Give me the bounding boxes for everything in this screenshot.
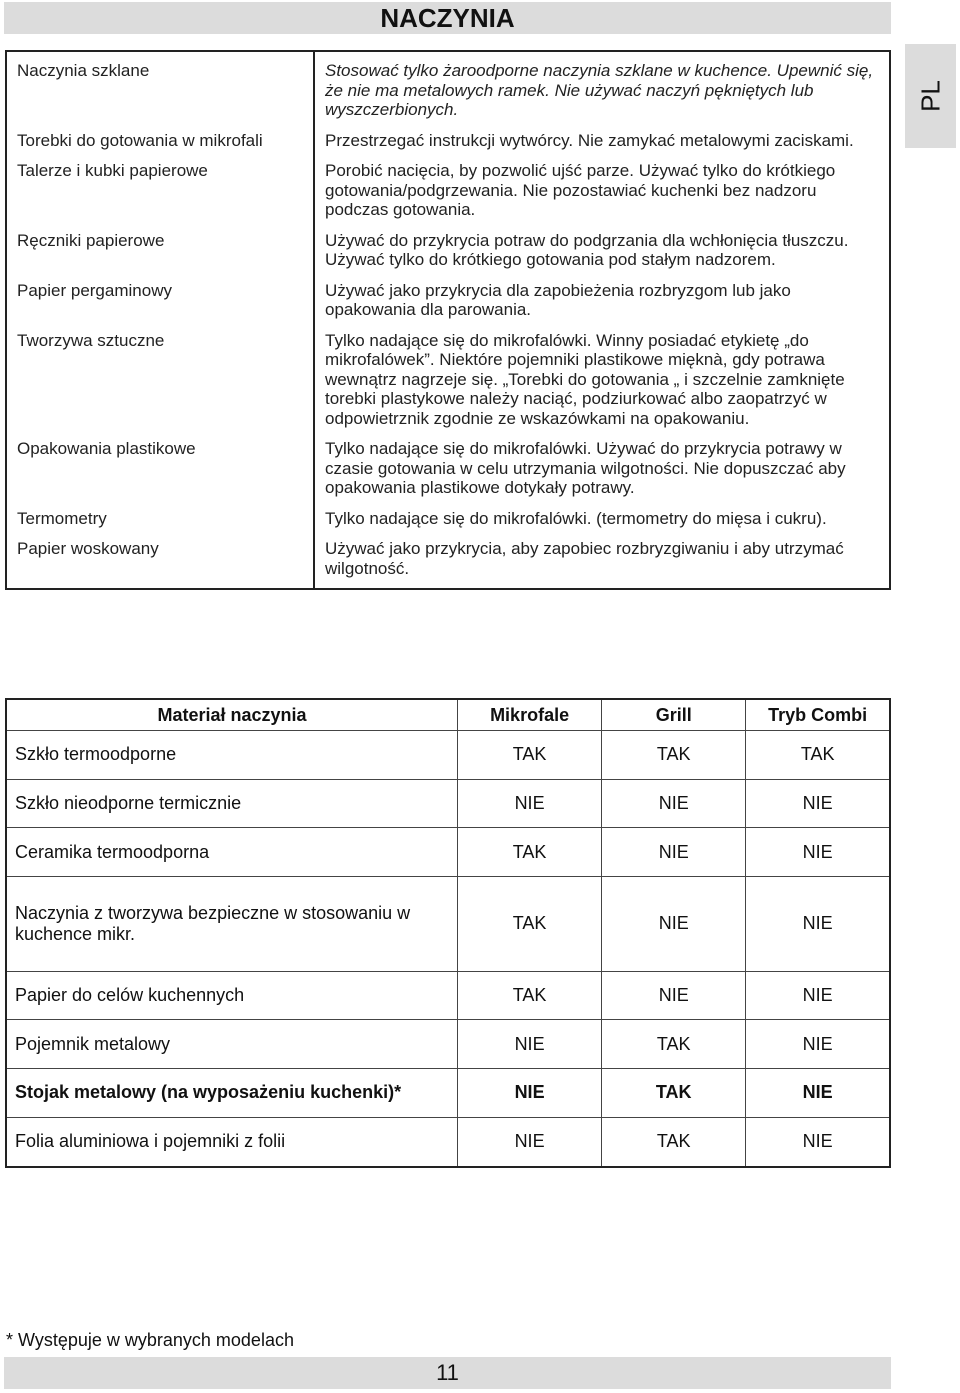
compat-material: Papier do celów kuchennych — [6, 971, 458, 1020]
compat-row — [6, 779, 890, 828]
compat-header-row — [6, 699, 890, 731]
compat-combi-value: NIE — [746, 1020, 890, 1069]
compat-microwave-value: TAK — [458, 876, 602, 971]
compat-material: Ceramika termoodporna — [6, 828, 458, 877]
compat-microwave-value: TAK — [458, 828, 602, 877]
compat-grill-value: NIE — [602, 971, 746, 1020]
compat-combi-value: NIE — [746, 828, 890, 877]
usage-note: Używać jako przykrycia, aby zapobiec rozbryzgiwaniu i aby utrzymać wilgotność. — [325, 539, 844, 578]
compat-grill-value: NIE — [602, 876, 746, 971]
footnote: * Występuje w wybranych modelach — [6, 1330, 294, 1350]
usage-note: Stosować tylko żaroodporne naczynia szklane w kuchence. Upewnić się, że nie ma metalowych ramek. Nie używać naczyń pękniętych lub wyszczerbionych. — [325, 61, 874, 119]
usage-note: Tylko nadające się do mikrofalówki. Używać do przykrycia potrawy w czasie gotowania w celu utrzymania wilgotności. Nie dopuszczać aby opakowania plastikowe dotykały potrawy. — [325, 439, 846, 497]
compat-grill-value: TAK — [602, 1020, 746, 1069]
compat-material: Folia aluminiowa i pojemniki z folii — [6, 1117, 458, 1167]
compat-row — [6, 828, 890, 877]
compat-combi-value: NIE — [746, 971, 890, 1020]
compat-combi-value: NIE — [746, 1117, 890, 1167]
usage-note: Przestrzegać instrukcji wytwórcy. Nie zamykać metalowymi zaciskami. — [325, 130, 854, 150]
usage-note: Używać do przykrycia potraw do podgrzania dla wchłonięcia tłuszczu. Używać tylko do krótkiego gotowania pod stałym nadzorem. — [325, 230, 849, 269]
usage-row — [6, 509, 890, 540]
compat-microwave-value: TAK — [458, 971, 602, 1020]
compat-material: Pojemnik metalowy — [6, 1020, 458, 1069]
usage-row — [6, 331, 890, 440]
usage-row — [6, 439, 890, 509]
compat-microwave-value: TAK — [458, 731, 602, 780]
usage-material: Naczynia szklane — [6, 51, 314, 131]
compat-grill-value: TAK — [602, 731, 746, 780]
compat-grill-value: NIE — [602, 779, 746, 828]
compat-combi-value: NIE — [746, 1069, 890, 1118]
language-tab — [905, 44, 956, 148]
compat-combi-value: NIE — [746, 876, 890, 971]
compat-row — [6, 731, 890, 780]
page-title: NACZYNIA — [4, 2, 891, 34]
usage-note: Tylko nadające się do mikrofalówki. (termometry do mięsa i cukru). — [325, 508, 827, 528]
usage-material: Papier woskowany — [6, 539, 314, 589]
usage-note: Porobić nacięcia, by pozwolić ujść parze. Używać tylko do krótkiego gotowania/podgrzewania. Nie pozostawiać kuchenki bez nadzoru podczas gotowania. — [325, 161, 836, 219]
compat-material: Szkło termoodporne — [6, 731, 458, 780]
compat-microwave-value: NIE — [458, 1117, 602, 1167]
usage-material: Opakowania plastikowe — [6, 439, 314, 509]
usage-material: Tworzywa sztuczne — [6, 331, 314, 440]
cookware-usage-table — [5, 50, 891, 590]
compat-microwave-value: NIE — [458, 779, 602, 828]
usage-row — [6, 231, 890, 281]
usage-row — [6, 281, 890, 331]
usage-row — [6, 131, 890, 162]
usage-note: Tylko nadające się do mikrofalówki. Winny posiadać etykietę „do mikrofalówek”. Niektóre pojemniki plastikowe mięknà, gdy potrawa wewnątrz nagrzeje się. „Torebki do gotowania „ i szczelnie zamknięte torebki plastykowe należy naciąć, podziurkować albo zaopatrzyć w odpowietrznik zgodnie ze wskazówkami na opakowaniu. — [325, 330, 845, 428]
usage-row — [6, 51, 890, 131]
compat-grill-value: TAK — [602, 1069, 746, 1118]
compat-material: Naczynia z tworzywa bezpieczne w stosowaniu w kuchence mikr. — [6, 876, 458, 971]
compat-material: Stojak metalowy (na wyposażeniu kuchenki)* — [6, 1069, 458, 1118]
compat-row — [6, 876, 890, 971]
compat-row — [6, 1069, 890, 1118]
compat-header-combi: Tryb Combi — [746, 699, 890, 731]
page-number: 11 — [4, 1357, 891, 1389]
compat-grill-value: NIE — [602, 828, 746, 877]
usage-material: Termometry — [6, 509, 314, 540]
compat-row — [6, 1020, 890, 1069]
compat-grill-value: TAK — [602, 1117, 746, 1167]
usage-material: Torebki do gotowania w mikrofali — [6, 131, 314, 162]
usage-material: Ręczniki papierowe — [6, 231, 314, 281]
usage-material: Talerze i kubki papierowe — [6, 161, 314, 231]
language-tab-label: PL — [915, 80, 945, 112]
usage-row — [6, 161, 890, 231]
compat-material: Szkło nieodporne termicznie — [6, 779, 458, 828]
compat-header-grill: Grill — [602, 699, 746, 731]
compat-header-material: Materiał naczynia — [6, 699, 458, 731]
usage-note: Używać jako przykrycia dla zapobieżenia rozbryzgom lub jako opakowania dla parowania. — [325, 280, 791, 319]
compat-combi-value: TAK — [746, 731, 890, 780]
compat-combi-value: NIE — [746, 779, 890, 828]
compat-row — [6, 971, 890, 1020]
usage-material: Papier pergaminowy — [6, 281, 314, 331]
compat-row — [6, 1117, 890, 1167]
compat-header-microwave: Mikrofale — [458, 699, 602, 731]
usage-row — [6, 539, 890, 589]
compat-microwave-value: NIE — [458, 1020, 602, 1069]
cookware-compatibility-table — [5, 698, 891, 1168]
compat-microwave-value: NIE — [458, 1069, 602, 1118]
